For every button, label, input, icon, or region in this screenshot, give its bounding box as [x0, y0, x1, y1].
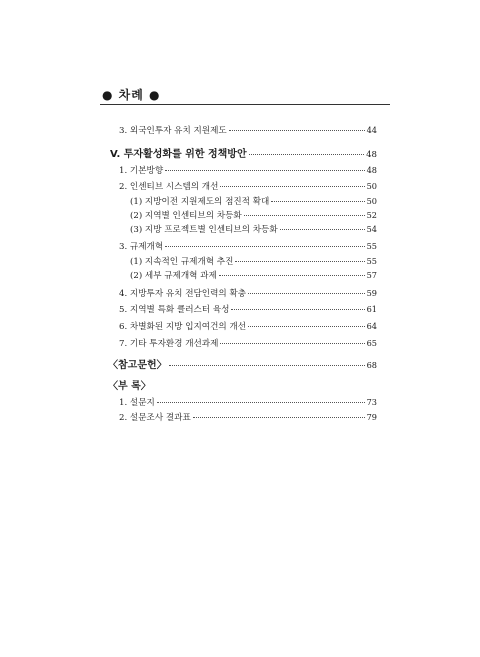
- toc-entry-label: (1) 지방이전 지원제도의 점진적 확대: [130, 197, 270, 207]
- toc-subentry[interactable]: [130, 269, 377, 282]
- dot-leader: [248, 293, 365, 294]
- toc-entry-label: 1. 기본방향: [119, 166, 164, 176]
- dot-leader: [193, 417, 365, 418]
- dot-leader: [229, 130, 365, 131]
- toc-entry-label: 3. 규제개혁: [119, 242, 164, 252]
- toc-entry[interactable]: [119, 240, 377, 253]
- toc-entry-page: 55: [366, 256, 377, 266]
- dot-leader: [231, 309, 364, 310]
- toc-entry-label: 3. 외국인투자 유치 지원제도: [119, 126, 227, 136]
- toc-entry-label: 2. 인센티브 시스템의 개선: [119, 182, 219, 192]
- toc-entry-label: 6. 차별화된 지방 입지여건의 개선: [119, 322, 247, 332]
- toc-entry[interactable]: [119, 303, 377, 316]
- toc-entry-label: 〈참고문헌〉: [108, 360, 167, 371]
- toc-subentry[interactable]: [130, 195, 377, 208]
- toc-entry[interactable]: [119, 337, 377, 350]
- dot-leader: [280, 229, 365, 230]
- toc-entry-page: 68: [366, 360, 377, 370]
- toc-entry-page: 73: [366, 397, 377, 407]
- toc-subentry[interactable]: [130, 223, 377, 236]
- toc-entry-page: 44: [366, 125, 377, 135]
- toc-section-heading[interactable]: [110, 149, 377, 161]
- toc-entry-page: 65: [366, 338, 377, 348]
- dot-leader: [169, 365, 365, 366]
- toc-entry-page: 79: [366, 412, 377, 422]
- dot-leader: [165, 170, 364, 171]
- toc-entry-page: 50: [366, 196, 377, 206]
- toc-entry[interactable]: [119, 411, 377, 424]
- toc-entry-page: 57: [366, 270, 377, 280]
- dot-leader: [219, 275, 365, 276]
- toc-entry[interactable]: [119, 287, 377, 300]
- dot-leader: [165, 246, 364, 247]
- toc-entry-label: (2) 세부 규제개혁 과제: [130, 271, 217, 281]
- dot-leader: [157, 402, 365, 403]
- toc-subentry[interactable]: [130, 209, 377, 222]
- toc-entry-page: 59: [366, 288, 377, 298]
- dot-leader: [271, 201, 364, 202]
- toc-appendix-heading[interactable]: [108, 381, 228, 393]
- dot-leader: [244, 215, 365, 216]
- toc-entry[interactable]: [119, 396, 377, 409]
- toc-entry-label: 5. 지역별 특화 클러스터 육성: [119, 305, 230, 315]
- dot-leader: [235, 261, 364, 262]
- toc-entry[interactable]: [119, 164, 377, 177]
- toc-references[interactable]: [108, 359, 377, 372]
- toc-entry[interactable]: [119, 320, 377, 333]
- toc-entry-label: 4. 지방투자 유치 전담인력의 확충: [119, 289, 247, 299]
- toc-subentry[interactable]: [130, 255, 377, 268]
- toc-entry-label: (1) 지속적인 규제개혁 추진: [130, 257, 234, 267]
- toc-entry-label: (2) 지역별 인센티브의 차등화: [130, 211, 242, 221]
- toc-entry-label: 1. 설문지: [119, 398, 155, 408]
- toc-entry-page: 61: [366, 304, 377, 314]
- toc-entry-page: 52: [366, 210, 377, 220]
- toc-entry[interactable]: [119, 124, 377, 137]
- toc-entry-label: 〈부 록〉: [108, 381, 151, 392]
- toc-entry-label: 7. 기타 투자환경 개선과제: [119, 339, 219, 349]
- dot-leader: [220, 343, 364, 344]
- toc-entry-page: 48: [366, 165, 377, 175]
- toc-entry-page: 54: [366, 224, 377, 234]
- toc-entry-label: (3) 지방 프로젝트별 인센티브의 차등화: [130, 225, 278, 235]
- dot-leader: [248, 326, 365, 327]
- toc-entry-page: 55: [366, 241, 377, 251]
- page-header-title: ● 차례 ●: [102, 88, 161, 102]
- toc-entry[interactable]: [119, 180, 377, 193]
- toc-entry-page: 50: [366, 181, 377, 191]
- dot-leader: [249, 154, 364, 155]
- toc-entry-page: 64: [366, 321, 377, 331]
- toc-entry-label: V. 투자활성화를 위한 정책방안: [110, 149, 247, 160]
- header-rule: [100, 104, 390, 105]
- toc-entry-label: 2. 설문조사 결과표: [119, 413, 191, 423]
- toc-entry-page: 48: [366, 150, 377, 160]
- dot-leader: [220, 186, 364, 187]
